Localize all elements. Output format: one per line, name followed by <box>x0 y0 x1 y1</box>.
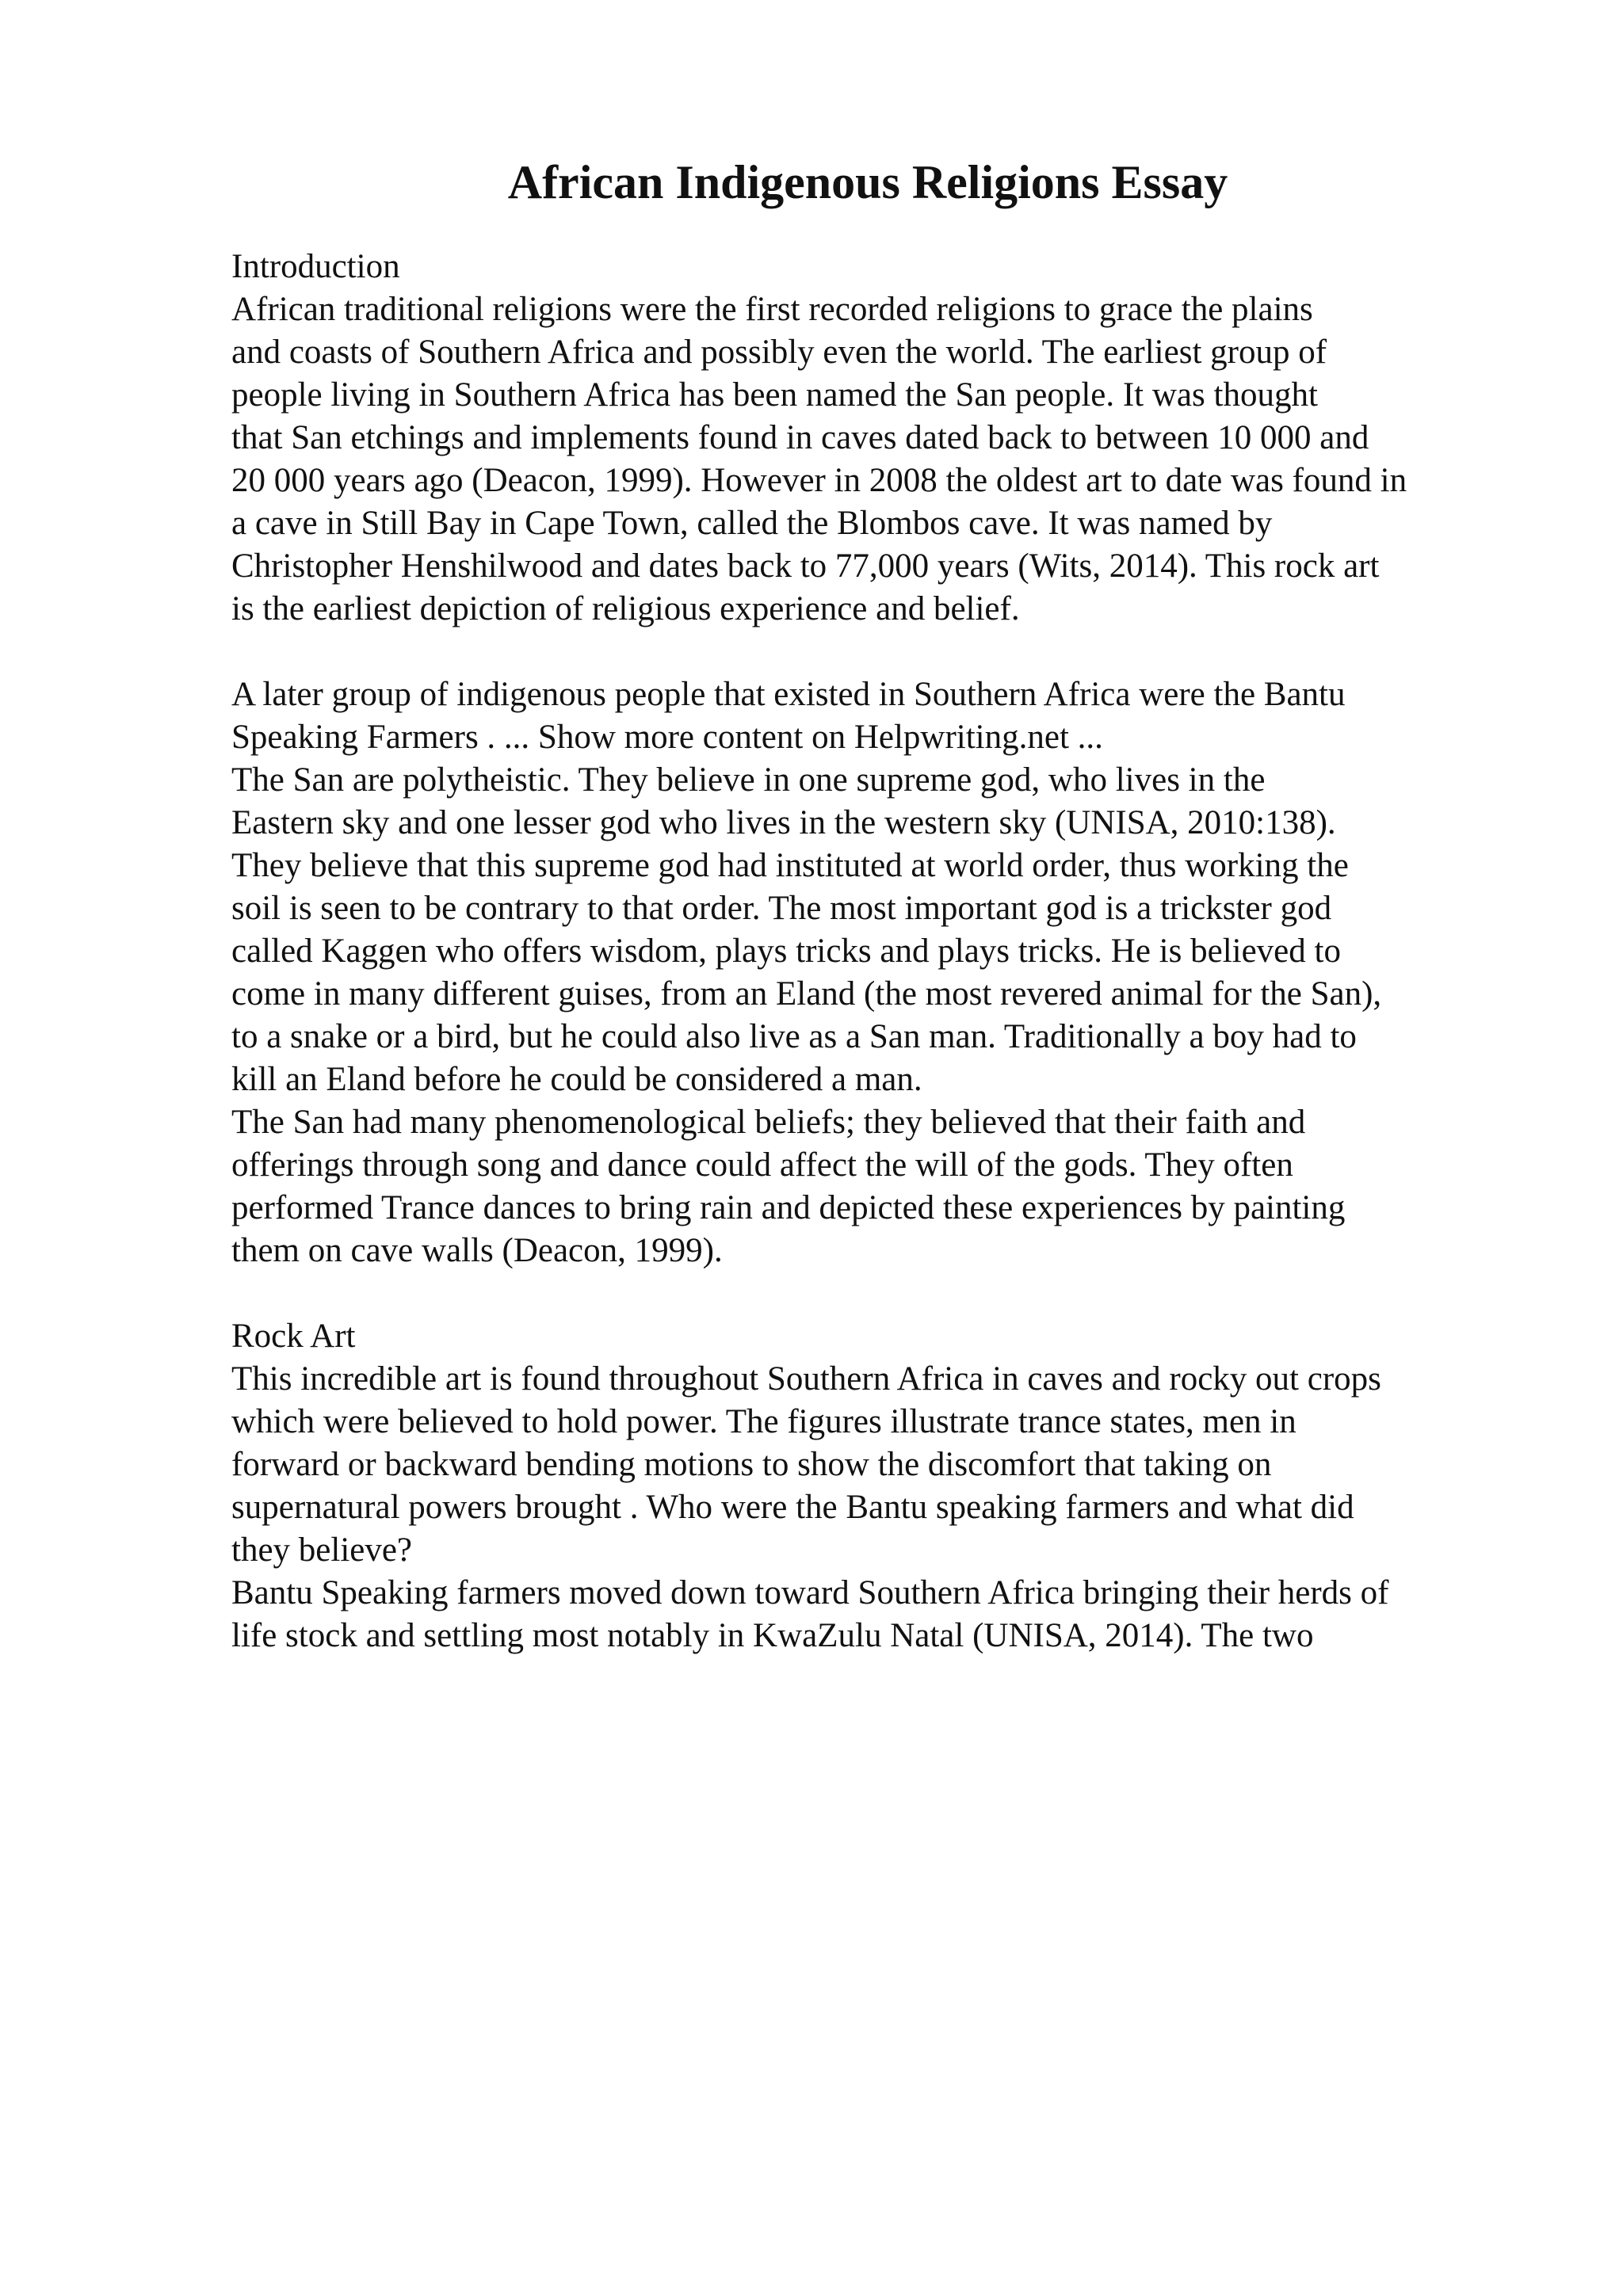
text-line: Rock Art <box>231 1318 356 1355</box>
text-line: 20 000 years ago (Deacon, 1999). However in 2008 the oldest art to date was found in <box>231 462 1407 499</box>
text-line: a cave in Still Bay in Cape Town, called the Blombos cave. It was named by <box>231 505 1273 542</box>
text-line: is the earliest depiction of religious experience and belief. <box>231 590 1020 627</box>
text-line: them on cave walls (Deacon, 1999). <box>231 1232 723 1269</box>
text-line: come in many different guises, from an Eland (the most revered animal for the San), <box>231 975 1382 1013</box>
text-line: which were believed to hold power. The figures illustrate trance states, men in <box>231 1403 1296 1440</box>
text-line: The San had many phenomenological beliefs; they believed that their faith and <box>231 1104 1306 1141</box>
text-line: forward or backward bending motions to show the discomfort that taking on <box>231 1446 1272 1483</box>
text-line: life stock and settling most notably in KwaZulu Natal (UNISA, 2014). The two <box>231 1617 1314 1654</box>
text-line: Introduction <box>231 248 400 285</box>
text-line: This incredible art is found throughout Southern Africa in caves and rocky out crops <box>231 1360 1381 1398</box>
text-line: supernatural powers brought . Who were the Bantu speaking farmers and what did <box>231 1489 1354 1526</box>
paragraph-gap <box>231 631 1531 673</box>
text-line: A later group of indigenous people that existed in Southern Africa were the Bantu <box>231 676 1346 713</box>
text-line: Christopher Henshilwood and dates back to 77,000 years (Wits, 2014). This rock art <box>231 547 1380 585</box>
text-line: They believe that this supreme god had instituted at world order, thus working the <box>231 847 1349 884</box>
text-line: soil is seen to be contrary to that order. The most important god is a trickster god <box>231 890 1332 927</box>
text-line: people living in Southern Africa has been named the San people. It was thought <box>231 376 1318 414</box>
text-line: called Kaggen who offers wisdom, plays tricks and plays tricks. He is believed to <box>231 933 1341 970</box>
text-line: The San are polytheistic. They believe in one supreme god, who lives in the <box>231 761 1266 799</box>
text-line: kill an Eland before he could be considered a man. <box>231 1061 922 1098</box>
text-line: Bantu Speaking farmers moved down toward Southern Africa bringing their herds of <box>231 1574 1389 1611</box>
document-body <box>231 246 1531 1657</box>
text-line: to a snake or a bird, but he could also live as a San man. Traditionally a boy had to <box>231 1018 1357 1055</box>
text-line: that San etchings and implements found in caves dated back to between 10 000 and <box>231 419 1369 456</box>
text-line: African traditional religions were the first recorded religions to grace the plains <box>231 291 1313 328</box>
text-line: and coasts of Southern Africa and possibly even the world. The earliest group of <box>231 334 1327 371</box>
text-line: performed Trance dances to bring rain and depicted these experiences by painting <box>231 1189 1346 1226</box>
paragraph-gap <box>231 1272 1531 1315</box>
text-line: Eastern sky and one lesser god who lives in the western sky (UNISA, 2010:138). <box>231 804 1336 841</box>
text-line: they believe? <box>231 1531 413 1569</box>
document-title: African Indigenous Religions Essay <box>507 156 1228 208</box>
text-line: offerings through song and dance could affect the will of the gods. They often <box>231 1146 1293 1184</box>
text-line: Speaking Farmers . ... Show more content on Helpwriting.net ... <box>231 719 1103 756</box>
